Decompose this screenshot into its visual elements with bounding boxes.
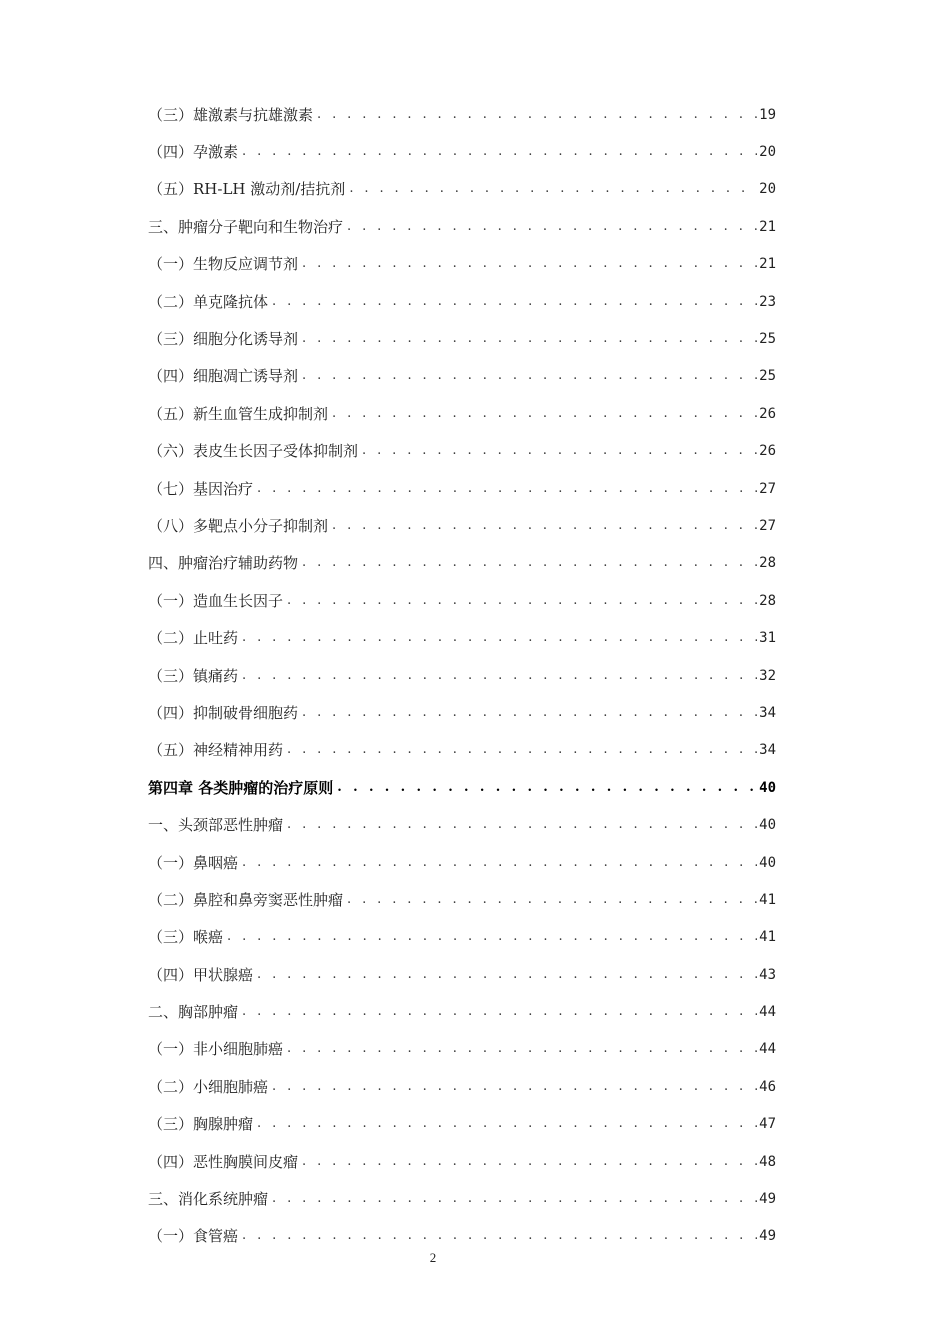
toc-entry-page: 32 (759, 667, 776, 684)
toc-dot-leader (302, 367, 757, 385)
toc-entry-title: （四）甲状腺癌 (148, 965, 254, 984)
toc-entry-title: 第四章 各类肿瘤的治疗原则 (148, 778, 334, 797)
toc-entry-page: 26 (759, 405, 776, 422)
toc-entry-page: 21 (759, 256, 776, 273)
toc-entry-title: （七）基因治疗 (148, 479, 254, 498)
toc-entry-page: 19 (759, 106, 776, 123)
toc-dot-leader (302, 554, 757, 572)
toc-entry-title: 四、肿瘤治疗辅助药物 (148, 554, 299, 573)
toc-subsection-entry[interactable] (148, 433, 776, 470)
toc-dot-leader (272, 1078, 757, 1096)
toc-dot-leader (302, 1153, 757, 1171)
toc-entry-page: 28 (759, 592, 776, 609)
toc-entry-title: （一）食管癌 (148, 1227, 239, 1246)
toc-entry-page: 34 (759, 704, 776, 721)
toc-entry-page: 44 (759, 1004, 776, 1021)
toc-dot-leader (317, 106, 757, 124)
toc-dot-leader (347, 218, 757, 236)
toc-entry-title: （四）孕激素 (148, 143, 239, 162)
toc-dot-leader (287, 741, 757, 759)
toc-dot-leader (242, 667, 757, 685)
toc-entry-page: 31 (759, 630, 776, 647)
toc-entry-page: 25 (759, 368, 776, 385)
toc-entry-title: （二）鼻腔和鼻旁窦恶性肿瘤 (148, 890, 344, 909)
toc-dot-leader (337, 779, 757, 797)
toc-dot-leader (272, 293, 757, 311)
toc-dot-leader (302, 704, 757, 722)
toc-entry-page: 25 (759, 331, 776, 348)
toc-entry-title: （四）恶性胸膜间皮瘤 (148, 1152, 299, 1171)
toc-entry-page: 41 (759, 891, 776, 908)
toc-entry-page: 26 (759, 443, 776, 460)
toc-subsection-entry[interactable] (148, 732, 776, 769)
toc-entry-title: 二、胸部肿瘤 (148, 1003, 239, 1022)
toc-entry-title: 三、消化系统肿瘤 (148, 1190, 269, 1209)
toc-subsection-entry[interactable] (148, 1068, 776, 1105)
toc-subsection-entry[interactable] (148, 246, 776, 283)
toc-entry-page: 41 (759, 929, 776, 946)
toc-dot-leader (347, 891, 757, 909)
toc-dot-leader (332, 405, 757, 423)
toc-subsection-entry[interactable] (148, 358, 776, 395)
toc-dot-leader (242, 143, 757, 161)
toc-dot-leader (242, 854, 757, 872)
toc-section-entry[interactable] (148, 545, 776, 582)
toc-entry-page: 40 (759, 817, 776, 834)
toc-subsection-entry[interactable] (148, 1143, 776, 1180)
toc-entry-page: 49 (759, 1191, 776, 1208)
toc-subsection-entry[interactable] (148, 133, 776, 170)
toc-entry-title: （六）表皮生长因子受体抑制剂 (148, 442, 359, 461)
toc-subsection-entry[interactable] (148, 283, 776, 320)
toc-dot-leader (287, 1040, 757, 1058)
toc-dot-leader (332, 517, 757, 535)
toc-entry-page: 47 (759, 1116, 776, 1133)
toc-subsection-entry[interactable] (148, 1106, 776, 1143)
toc-dot-leader (257, 966, 757, 984)
toc-entry-title: （八）多靶点小分子抑制剂 (148, 516, 329, 535)
toc-entry-title: （三）雄激素与抗雄激素 (148, 105, 314, 124)
table-of-contents (148, 96, 776, 1255)
toc-entry-page: 40 (759, 779, 776, 796)
toc-entry-title: （三）喉癌 (148, 928, 224, 947)
toc-section-entry[interactable] (148, 806, 776, 843)
toc-entry-title: 三、肿瘤分子靶向和生物治疗 (148, 217, 344, 236)
toc-entry-page: 46 (759, 1078, 776, 1095)
toc-dot-leader (287, 592, 757, 610)
toc-dot-leader (287, 816, 757, 834)
toc-dot-leader (362, 442, 757, 460)
toc-dot-leader (349, 180, 757, 198)
toc-section-entry[interactable] (148, 1180, 776, 1217)
toc-subsection-entry[interactable] (148, 657, 776, 694)
toc-subsection-entry[interactable] (148, 320, 776, 357)
toc-entry-page: 49 (759, 1228, 776, 1245)
toc-dot-leader (302, 330, 757, 348)
toc-entry-title: （一）鼻咽癌 (148, 853, 239, 872)
toc-entry-page: 23 (759, 293, 776, 310)
toc-entry-title: 一、头颈部恶性肿瘤 (148, 816, 284, 835)
toc-dot-leader (227, 928, 757, 946)
toc-subsection-entry[interactable] (148, 395, 776, 432)
toc-entry-title: （四）细胞凋亡诱导剂 (148, 367, 299, 386)
toc-dot-leader (257, 1115, 757, 1133)
toc-section-entry[interactable] (148, 993, 776, 1030)
toc-entry-title: （四）抑制破骨细胞药 (148, 703, 299, 722)
toc-subsection-entry[interactable] (148, 507, 776, 544)
toc-dot-leader (302, 255, 757, 273)
toc-dot-leader (272, 1190, 757, 1208)
toc-entry-page: 20 (759, 144, 776, 161)
toc-dot-leader (257, 480, 757, 498)
toc-dot-leader (242, 629, 757, 647)
toc-entry-title: （五）新生血管生成抑制剂 (148, 404, 329, 423)
toc-subsection-entry[interactable] (148, 881, 776, 918)
toc-entry-title: （五）RH-LH 激动剂/拮抗剂 (148, 180, 346, 199)
toc-entry-page: 28 (759, 555, 776, 572)
toc-entry-title: （三）胸腺肿瘤 (148, 1115, 254, 1134)
toc-entry-title: （一）造血生长因子 (148, 591, 284, 610)
toc-subsection-entry[interactable] (148, 1031, 776, 1068)
toc-entry-title: （一）非小细胞肺癌 (148, 1040, 284, 1059)
toc-entry-page: 34 (759, 742, 776, 759)
toc-entry-page: 27 (759, 517, 776, 534)
toc-subsection-entry[interactable] (148, 582, 776, 619)
toc-entry-page: 40 (759, 854, 776, 871)
toc-entry-page: 43 (759, 966, 776, 983)
toc-entry-title: （三）细胞分化诱导剂 (148, 330, 299, 349)
toc-entry-title: （二）止吐药 (148, 629, 239, 648)
toc-dot-leader (242, 1227, 757, 1245)
toc-section-entry[interactable] (148, 208, 776, 245)
toc-subsection-entry[interactable] (148, 694, 776, 731)
toc-entry-page: 44 (759, 1041, 776, 1058)
toc-entry-page: 48 (759, 1153, 776, 1170)
toc-entry-page: 27 (759, 480, 776, 497)
toc-entry-title: （二）单克隆抗体 (148, 292, 269, 311)
toc-subsection-entry[interactable] (148, 844, 776, 881)
toc-entry-title: （二）小细胞肺癌 (148, 1077, 269, 1096)
page-number: 2 (429, 1250, 437, 1265)
toc-chapter-entry[interactable] (148, 769, 776, 806)
toc-entry-title: （三）镇痛药 (148, 666, 239, 685)
toc-subsection-entry[interactable] (148, 470, 776, 507)
toc-dot-leader (242, 1003, 757, 1021)
toc-entry-title: （五）神经精神用药 (148, 741, 284, 760)
toc-subsection-entry[interactable] (148, 919, 776, 956)
toc-entry-title: （一）生物反应调节剂 (148, 255, 299, 274)
toc-subsection-entry[interactable] (148, 619, 776, 656)
toc-entry-page: 21 (759, 218, 776, 235)
toc-subsection-entry[interactable] (148, 171, 776, 208)
toc-subsection-entry[interactable] (148, 956, 776, 993)
toc-subsection-entry[interactable] (148, 96, 776, 133)
toc-entry-page: 20 (759, 181, 776, 198)
